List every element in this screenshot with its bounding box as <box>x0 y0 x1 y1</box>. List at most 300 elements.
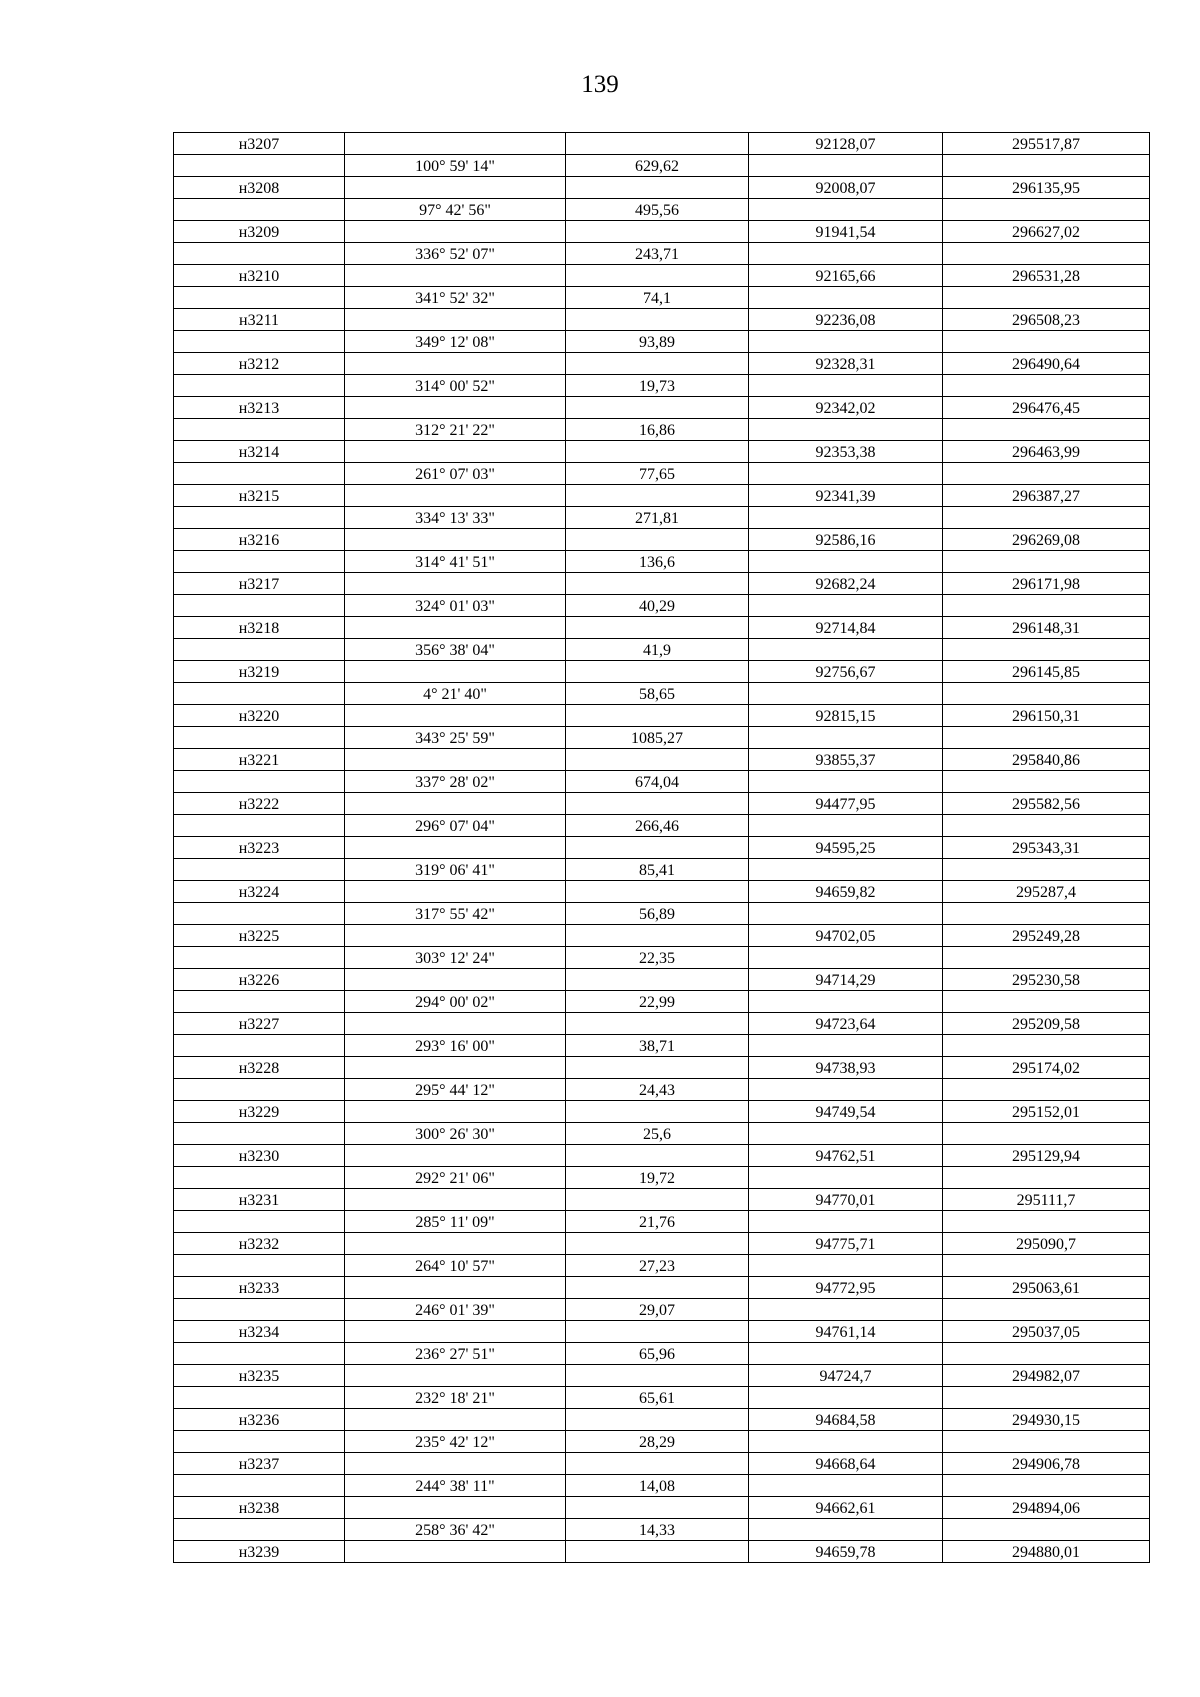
direction-angle-cell <box>345 1057 566 1079</box>
y-coordinate-cell <box>943 1387 1150 1409</box>
distance-cell: 14,08 <box>566 1475 749 1497</box>
direction-angle-cell <box>345 1409 566 1431</box>
x-coordinate-cell <box>749 859 943 881</box>
x-coordinate-cell: 91941,54 <box>749 221 943 243</box>
direction-angle-cell: 264° 10' 57" <box>345 1255 566 1277</box>
segment-row <box>174 1035 1150 1057</box>
distance-cell: 1085,27 <box>566 727 749 749</box>
direction-angle-cell <box>345 617 566 639</box>
x-coordinate-cell: 94668,64 <box>749 1453 943 1475</box>
direction-angle-cell <box>345 1365 566 1387</box>
point-row <box>174 1321 1150 1343</box>
point-row <box>174 309 1150 331</box>
point-name-cell: н3229 <box>174 1101 345 1123</box>
direction-angle-cell: 334° 13' 33" <box>345 507 566 529</box>
segment-row <box>174 991 1150 1013</box>
y-coordinate-cell: 296463,99 <box>943 441 1150 463</box>
segment-row <box>174 859 1150 881</box>
point-row <box>174 1233 1150 1255</box>
point-name-cell <box>174 947 345 969</box>
y-coordinate-cell: 295209,58 <box>943 1013 1150 1035</box>
distance-cell: 271,81 <box>566 507 749 529</box>
direction-angle-cell: 324° 01' 03" <box>345 595 566 617</box>
distance-cell <box>566 309 749 331</box>
y-coordinate-cell: 295840,86 <box>943 749 1150 771</box>
point-row <box>174 881 1150 903</box>
point-name-cell: н3209 <box>174 221 345 243</box>
direction-angle-cell <box>345 661 566 683</box>
x-coordinate-cell <box>749 1167 943 1189</box>
x-coordinate-cell <box>749 1519 943 1541</box>
x-coordinate-cell: 94662,61 <box>749 1497 943 1519</box>
point-name-cell <box>174 419 345 441</box>
point-name-cell: н3210 <box>174 265 345 287</box>
point-name-cell: н3211 <box>174 309 345 331</box>
distance-cell: 74,1 <box>566 287 749 309</box>
point-name-cell <box>174 903 345 925</box>
distance-cell: 136,6 <box>566 551 749 573</box>
distance-cell <box>566 573 749 595</box>
y-coordinate-cell: 296269,08 <box>943 529 1150 551</box>
direction-angle-cell <box>345 1541 566 1563</box>
point-name-cell <box>174 199 345 221</box>
distance-cell: 266,46 <box>566 815 749 837</box>
segment-row <box>174 1079 1150 1101</box>
point-name-cell <box>174 1475 345 1497</box>
x-coordinate-cell <box>749 1475 943 1497</box>
point-name-cell: н3230 <box>174 1145 345 1167</box>
point-name-cell: н3223 <box>174 837 345 859</box>
x-coordinate-cell: 92353,38 <box>749 441 943 463</box>
segment-row <box>174 1387 1150 1409</box>
segment-row <box>174 1299 1150 1321</box>
point-name-cell: н3234 <box>174 1321 345 1343</box>
direction-angle-cell: 235° 42' 12" <box>345 1431 566 1453</box>
point-name-cell: н3214 <box>174 441 345 463</box>
direction-angle-cell <box>345 441 566 463</box>
point-name-cell <box>174 683 345 705</box>
point-name-cell: н3221 <box>174 749 345 771</box>
x-coordinate-cell <box>749 155 943 177</box>
x-coordinate-cell: 94775,71 <box>749 1233 943 1255</box>
x-coordinate-cell <box>749 551 943 573</box>
direction-angle-cell: 296° 07' 04" <box>345 815 566 837</box>
direction-angle-cell <box>345 1013 566 1035</box>
segment-row <box>174 419 1150 441</box>
x-coordinate-cell <box>749 463 943 485</box>
direction-angle-cell <box>345 881 566 903</box>
y-coordinate-cell: 295343,31 <box>943 837 1150 859</box>
point-name-cell <box>174 243 345 265</box>
distance-cell <box>566 353 749 375</box>
point-name-cell: н3207 <box>174 133 345 155</box>
point-name-cell <box>174 375 345 397</box>
direction-angle-cell: 258° 36' 42" <box>345 1519 566 1541</box>
distance-cell <box>566 749 749 771</box>
distance-cell <box>566 1189 749 1211</box>
point-row <box>174 1101 1150 1123</box>
direction-angle-cell <box>345 485 566 507</box>
distance-cell <box>566 969 749 991</box>
y-coordinate-cell: 296476,45 <box>943 397 1150 419</box>
x-coordinate-cell <box>749 991 943 1013</box>
point-name-cell: н3235 <box>174 1365 345 1387</box>
direction-angle-cell: 314° 00' 52" <box>345 375 566 397</box>
segment-row <box>174 1123 1150 1145</box>
direction-angle-cell <box>345 529 566 551</box>
direction-angle-cell <box>345 177 566 199</box>
distance-cell <box>566 705 749 727</box>
point-row <box>174 1409 1150 1431</box>
y-coordinate-cell: 294894,06 <box>943 1497 1150 1519</box>
point-name-cell: н3237 <box>174 1453 345 1475</box>
distance-cell <box>566 1365 749 1387</box>
distance-cell: 24,43 <box>566 1079 749 1101</box>
x-coordinate-cell <box>749 287 943 309</box>
distance-cell <box>566 1145 749 1167</box>
point-name-cell: н3217 <box>174 573 345 595</box>
point-row <box>174 529 1150 551</box>
distance-cell <box>566 1321 749 1343</box>
x-coordinate-cell: 94762,51 <box>749 1145 943 1167</box>
y-coordinate-cell: 294906,78 <box>943 1453 1150 1475</box>
point-name-cell <box>174 639 345 661</box>
x-coordinate-cell: 94770,01 <box>749 1189 943 1211</box>
point-row <box>174 1013 1150 1035</box>
distance-cell: 22,99 <box>566 991 749 1013</box>
point-name-cell <box>174 991 345 1013</box>
point-name-cell <box>174 463 345 485</box>
direction-angle-cell <box>345 1145 566 1167</box>
y-coordinate-cell: 295063,61 <box>943 1277 1150 1299</box>
y-coordinate-cell: 294982,07 <box>943 1365 1150 1387</box>
distance-cell <box>566 1101 749 1123</box>
x-coordinate-cell <box>749 1343 943 1365</box>
y-coordinate-cell: 296490,64 <box>943 353 1150 375</box>
point-name-cell: н3212 <box>174 353 345 375</box>
point-name-cell <box>174 1167 345 1189</box>
x-coordinate-cell <box>749 683 943 705</box>
segment-row <box>174 947 1150 969</box>
y-coordinate-cell <box>943 947 1150 969</box>
y-coordinate-cell: 295287,4 <box>943 881 1150 903</box>
direction-angle-cell: 337° 28' 02" <box>345 771 566 793</box>
point-name-cell: н3236 <box>174 1409 345 1431</box>
distance-cell <box>566 881 749 903</box>
x-coordinate-cell: 94749,54 <box>749 1101 943 1123</box>
y-coordinate-cell: 295174,02 <box>943 1057 1150 1079</box>
segment-row <box>174 1255 1150 1277</box>
point-name-cell <box>174 771 345 793</box>
coordinates-table <box>173 132 1150 1563</box>
direction-angle-cell: 246° 01' 39" <box>345 1299 566 1321</box>
y-coordinate-cell <box>943 639 1150 661</box>
point-name-cell <box>174 287 345 309</box>
point-name-cell: н3218 <box>174 617 345 639</box>
x-coordinate-cell <box>749 375 943 397</box>
direction-angle-cell <box>345 1189 566 1211</box>
y-coordinate-cell: 296148,31 <box>943 617 1150 639</box>
segment-row <box>174 1431 1150 1453</box>
y-coordinate-cell <box>943 419 1150 441</box>
point-row <box>174 1145 1150 1167</box>
direction-angle-cell: 294° 00' 02" <box>345 991 566 1013</box>
point-name-cell: н3224 <box>174 881 345 903</box>
point-row <box>174 177 1150 199</box>
x-coordinate-cell: 92008,07 <box>749 177 943 199</box>
distance-cell <box>566 661 749 683</box>
point-name-cell <box>174 815 345 837</box>
distance-cell: 65,96 <box>566 1343 749 1365</box>
point-row <box>174 1277 1150 1299</box>
y-coordinate-cell: 296531,28 <box>943 265 1150 287</box>
x-coordinate-cell: 94659,78 <box>749 1541 943 1563</box>
distance-cell: 58,65 <box>566 683 749 705</box>
direction-angle-cell <box>345 265 566 287</box>
direction-angle-cell <box>345 1233 566 1255</box>
segment-row <box>174 1519 1150 1541</box>
point-name-cell <box>174 1387 345 1409</box>
x-coordinate-cell: 94595,25 <box>749 837 943 859</box>
distance-cell <box>566 441 749 463</box>
direction-angle-cell <box>345 1101 566 1123</box>
point-row <box>174 1541 1150 1563</box>
point-name-cell: н3231 <box>174 1189 345 1211</box>
distance-cell <box>566 1497 749 1519</box>
x-coordinate-cell: 94772,95 <box>749 1277 943 1299</box>
y-coordinate-cell <box>943 1123 1150 1145</box>
x-coordinate-cell <box>749 1211 943 1233</box>
x-coordinate-cell: 92236,08 <box>749 309 943 331</box>
segment-row <box>174 639 1150 661</box>
point-name-cell <box>174 507 345 529</box>
segment-row <box>174 155 1150 177</box>
point-name-cell <box>174 727 345 749</box>
x-coordinate-cell: 92815,15 <box>749 705 943 727</box>
x-coordinate-cell: 92328,31 <box>749 353 943 375</box>
distance-cell <box>566 1409 749 1431</box>
y-coordinate-cell: 296145,85 <box>943 661 1150 683</box>
point-row <box>174 441 1150 463</box>
distance-cell: 85,41 <box>566 859 749 881</box>
y-coordinate-cell: 296171,98 <box>943 573 1150 595</box>
distance-cell: 77,65 <box>566 463 749 485</box>
distance-cell: 65,61 <box>566 1387 749 1409</box>
x-coordinate-cell: 92128,07 <box>749 133 943 155</box>
point-name-cell: н3215 <box>174 485 345 507</box>
point-name-cell <box>174 859 345 881</box>
direction-angle-cell <box>345 793 566 815</box>
point-name-cell <box>174 595 345 617</box>
x-coordinate-cell: 93855,37 <box>749 749 943 771</box>
x-coordinate-cell: 94738,93 <box>749 1057 943 1079</box>
distance-cell: 243,71 <box>566 243 749 265</box>
direction-angle-cell: 293° 16' 00" <box>345 1035 566 1057</box>
x-coordinate-cell: 92714,84 <box>749 617 943 639</box>
y-coordinate-cell <box>943 1079 1150 1101</box>
segment-row <box>174 375 1150 397</box>
direction-angle-cell <box>345 925 566 947</box>
x-coordinate-cell <box>749 639 943 661</box>
direction-angle-cell: 97° 42' 56" <box>345 199 566 221</box>
distance-cell <box>566 397 749 419</box>
direction-angle-cell <box>345 969 566 991</box>
distance-cell <box>566 925 749 947</box>
coordinates-table-body <box>174 133 1150 1563</box>
y-coordinate-cell: 295037,05 <box>943 1321 1150 1343</box>
point-name-cell <box>174 1519 345 1541</box>
point-row <box>174 397 1150 419</box>
distance-cell: 93,89 <box>566 331 749 353</box>
direction-angle-cell: 100° 59' 14" <box>345 155 566 177</box>
direction-angle-cell: 343° 25' 59" <box>345 727 566 749</box>
x-coordinate-cell: 94684,58 <box>749 1409 943 1431</box>
distance-cell <box>566 793 749 815</box>
point-name-cell: н3232 <box>174 1233 345 1255</box>
point-name-cell: н3208 <box>174 177 345 199</box>
point-row <box>174 617 1150 639</box>
point-row <box>174 573 1150 595</box>
y-coordinate-cell: 295152,01 <box>943 1101 1150 1123</box>
point-name-cell <box>174 155 345 177</box>
point-row <box>174 1189 1150 1211</box>
segment-row <box>174 463 1150 485</box>
y-coordinate-cell <box>943 991 1150 1013</box>
point-row <box>174 661 1150 683</box>
direction-angle-cell <box>345 1497 566 1519</box>
distance-cell <box>566 1541 749 1563</box>
point-row <box>174 969 1150 991</box>
y-coordinate-cell <box>943 375 1150 397</box>
direction-angle-cell: 356° 38' 04" <box>345 639 566 661</box>
segment-row <box>174 595 1150 617</box>
distance-cell <box>566 1057 749 1079</box>
x-coordinate-cell <box>749 771 943 793</box>
y-coordinate-cell <box>943 595 1150 617</box>
y-coordinate-cell <box>943 463 1150 485</box>
y-coordinate-cell <box>943 551 1150 573</box>
x-coordinate-cell: 94761,14 <box>749 1321 943 1343</box>
y-coordinate-cell <box>943 155 1150 177</box>
y-coordinate-cell: 295517,87 <box>943 133 1150 155</box>
x-coordinate-cell: 92586,16 <box>749 529 943 551</box>
segment-row <box>174 1475 1150 1497</box>
page-number: 139 <box>581 71 619 98</box>
x-coordinate-cell <box>749 243 943 265</box>
point-name-cell <box>174 1431 345 1453</box>
y-coordinate-cell: 295129,94 <box>943 1145 1150 1167</box>
x-coordinate-cell <box>749 903 943 925</box>
distance-cell: 19,73 <box>566 375 749 397</box>
distance-cell: 38,71 <box>566 1035 749 1057</box>
segment-row <box>174 903 1150 925</box>
distance-cell: 16,86 <box>566 419 749 441</box>
distance-cell <box>566 1277 749 1299</box>
distance-cell: 25,6 <box>566 1123 749 1145</box>
x-coordinate-cell <box>749 727 943 749</box>
y-coordinate-cell <box>943 771 1150 793</box>
distance-cell <box>566 177 749 199</box>
point-name-cell: н3227 <box>174 1013 345 1035</box>
distance-cell: 629,62 <box>566 155 749 177</box>
x-coordinate-cell: 94477,95 <box>749 793 943 815</box>
distance-cell <box>566 617 749 639</box>
y-coordinate-cell <box>943 727 1150 749</box>
segment-row <box>174 199 1150 221</box>
y-coordinate-cell: 296627,02 <box>943 221 1150 243</box>
distance-cell: 674,04 <box>566 771 749 793</box>
y-coordinate-cell: 294930,15 <box>943 1409 1150 1431</box>
distance-cell <box>566 529 749 551</box>
point-name-cell: н3222 <box>174 793 345 815</box>
x-coordinate-cell <box>749 815 943 837</box>
y-coordinate-cell: 296508,23 <box>943 309 1150 331</box>
y-coordinate-cell: 295090,7 <box>943 1233 1150 1255</box>
point-name-cell <box>174 1211 345 1233</box>
direction-angle-cell: 292° 21' 06" <box>345 1167 566 1189</box>
distance-cell <box>566 265 749 287</box>
direction-angle-cell <box>345 397 566 419</box>
distance-cell: 14,33 <box>566 1519 749 1541</box>
distance-cell: 29,07 <box>566 1299 749 1321</box>
direction-angle-cell: 236° 27' 51" <box>345 1343 566 1365</box>
segment-row <box>174 727 1150 749</box>
direction-angle-cell <box>345 749 566 771</box>
y-coordinate-cell <box>943 1167 1150 1189</box>
direction-angle-cell: 317° 55' 42" <box>345 903 566 925</box>
y-coordinate-cell <box>943 815 1150 837</box>
y-coordinate-cell: 296135,95 <box>943 177 1150 199</box>
direction-angle-cell <box>345 221 566 243</box>
direction-angle-cell: 312° 21' 22" <box>345 419 566 441</box>
distance-cell <box>566 133 749 155</box>
x-coordinate-cell <box>749 1123 943 1145</box>
point-name-cell <box>174 1299 345 1321</box>
point-row <box>174 1453 1150 1475</box>
segment-row <box>174 1211 1150 1233</box>
direction-angle-cell <box>345 1453 566 1475</box>
distance-cell: 56,89 <box>566 903 749 925</box>
distance-cell: 22,35 <box>566 947 749 969</box>
direction-angle-cell: 4° 21' 40" <box>345 683 566 705</box>
x-coordinate-cell <box>749 595 943 617</box>
point-name-cell: н3213 <box>174 397 345 419</box>
point-name-cell: н3226 <box>174 969 345 991</box>
segment-row <box>174 683 1150 705</box>
point-name-cell <box>174 551 345 573</box>
direction-angle-cell: 261° 07' 03" <box>345 463 566 485</box>
y-coordinate-cell <box>943 903 1150 925</box>
point-row <box>174 705 1150 727</box>
direction-angle-cell: 336° 52' 07" <box>345 243 566 265</box>
point-name-cell: н3220 <box>174 705 345 727</box>
distance-cell <box>566 485 749 507</box>
x-coordinate-cell <box>749 1387 943 1409</box>
x-coordinate-cell: 92165,66 <box>749 265 943 287</box>
direction-angle-cell <box>345 1277 566 1299</box>
point-name-cell: н3233 <box>174 1277 345 1299</box>
distance-cell: 21,76 <box>566 1211 749 1233</box>
y-coordinate-cell <box>943 287 1150 309</box>
point-row <box>174 133 1150 155</box>
distance-cell: 28,29 <box>566 1431 749 1453</box>
segment-row <box>174 1167 1150 1189</box>
point-row <box>174 925 1150 947</box>
distance-cell: 40,29 <box>566 595 749 617</box>
x-coordinate-cell <box>749 1299 943 1321</box>
segment-row <box>174 287 1150 309</box>
y-coordinate-cell: 296150,31 <box>943 705 1150 727</box>
